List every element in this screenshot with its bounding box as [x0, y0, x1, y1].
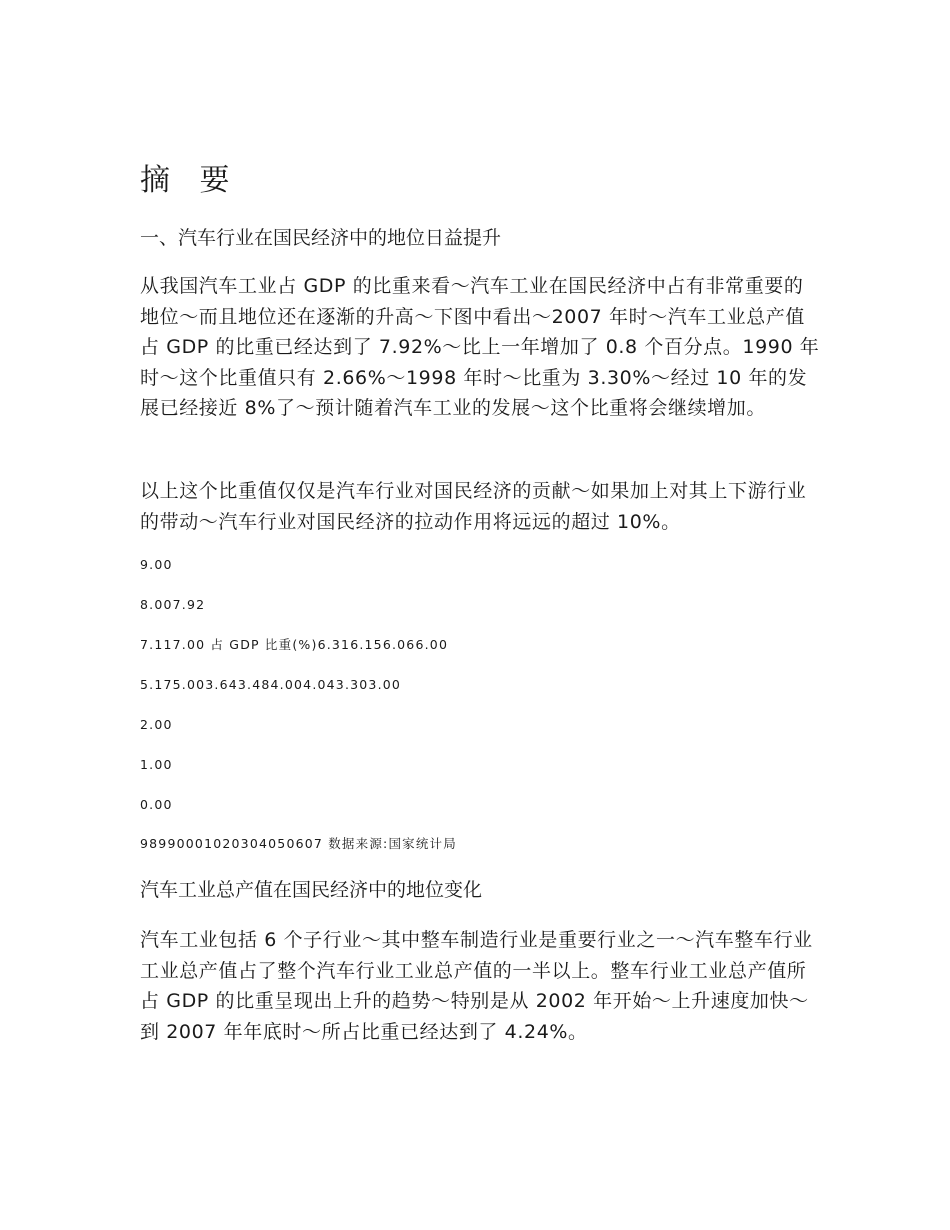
page-title: 摘 要 [140, 163, 240, 198]
chart-source-line: 9899000102030405060​7 数据来源:国家统计局 [140, 836, 457, 851]
chart-text-line: 2.00 [140, 717, 173, 732]
section-heading: 一、汽车行业在国民经济中的地位日益提升 [140, 227, 502, 249]
paragraph-gdp-share: 从我国汽车工业占 GDP 的比重来看～汽车工业在国民经济中占有非常重要的地位～而且地位还在逐渐的升高～下图中看出～2007 年时～汽车工业总产值占 GDP 的比重已经达到了 7.92%～比上一年增加了 0.8 个百分点。1990 年时～这个比重值只有 2.66%～1998 年时～比重为 3.30%～经过 10 年的发展已经接近 8%了～预计随着汽车工业的发展～这个比重将会继续增加。 [140, 275, 820, 420]
chart-text-line: 1.00 [140, 757, 173, 772]
paragraph-contribution: 以上这个比重值仅仅是汽车行业对国民经济的贡献～如果加上对其上下游行业的带动～汽车行业对国民经济的拉动作用将远远的超过 10%。 [140, 480, 807, 533]
chart-text-line: 8.007.92 [140, 597, 206, 612]
chart-text-line: 5.175.003.643.484.004.043.303.00 [140, 677, 402, 692]
chart-text-line: 9.00 [140, 557, 173, 572]
chart-caption: 汽车工业总产值在国民经济中的地位变化 [140, 879, 483, 901]
chart-text-line: 0.00 [140, 797, 173, 812]
paragraph-vehicle-manufacturing: 汽车工业包括 6 个子行业～其中整车制造行业是重要行业之一～汽车整车行业工业总产值占了整个汽车行业工业总产值的一半以上。整车行业工业总产值所占 GDP 的比重呈现出上升的趋势～特别是从 2002 年开始～上升速度加快～到 2007 年年底时～所占比重已经达到了 4.24%。 [140, 929, 813, 1043]
chart-text-line: 7.117.00 占 GDP 比重(%)6.316.156.066.00 [140, 637, 449, 652]
